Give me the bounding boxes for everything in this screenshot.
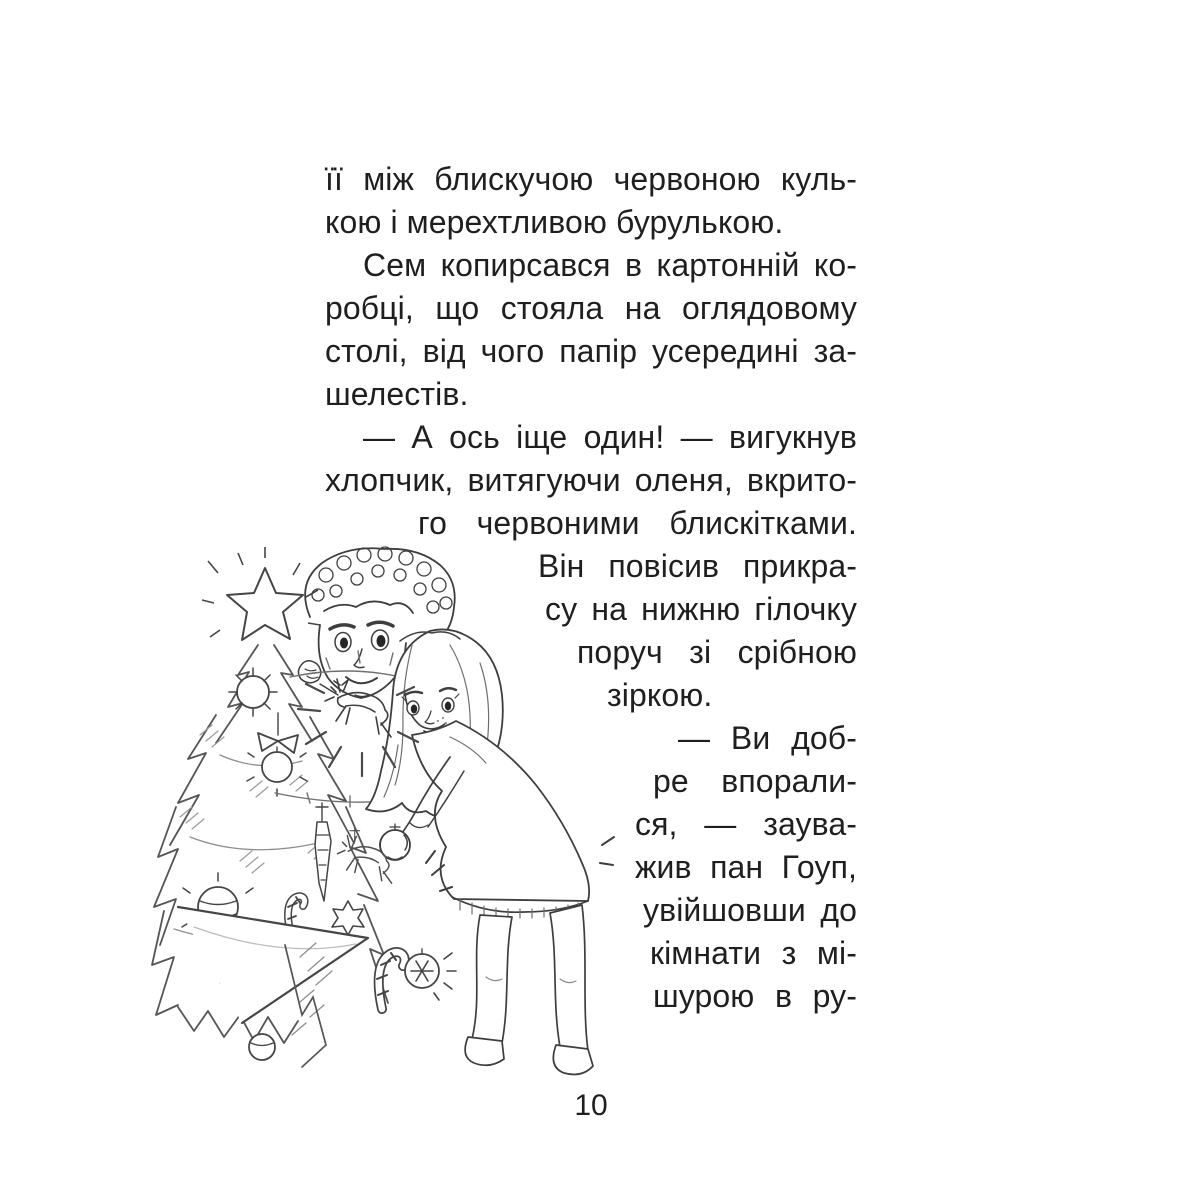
text-line: шелестів. (325, 376, 469, 412)
text-line: кою і мерехтливою бурулькою. (325, 204, 784, 240)
text-line: її між блискучою червоною куль- (325, 161, 857, 197)
six-point-star-ornament-icon (332, 901, 364, 935)
text-line: ре впорали- (653, 763, 857, 799)
girl-back-shoe (553, 1045, 593, 1074)
small-bauble-icon (249, 1034, 275, 1060)
text-line: су на нижню гілочку (545, 591, 857, 627)
boy-hair-outline (305, 548, 455, 641)
text-line: — А ось іще один! — вигукнув (363, 419, 857, 455)
text-line: столі, від чого папір усередині за- (325, 333, 857, 369)
text-line: поруч зі срібною (577, 634, 857, 670)
text-line: робці, що стояла на оглядовому (325, 290, 857, 326)
bow-bauble-icon (247, 713, 307, 796)
text-line: го червоними блискітками. (418, 505, 857, 541)
text-line: зіркою. (607, 677, 713, 713)
icicle-ornament-icon (315, 803, 331, 901)
text-line: жив пан Гоуп, (635, 849, 857, 885)
text-line: — Ви доб- (678, 720, 857, 756)
girl-figure (366, 629, 614, 1074)
text-line: увійшовши до (643, 892, 857, 928)
snowflake-bauble-icon (405, 949, 456, 1000)
girl-back-leg (550, 905, 588, 1051)
boy-hairline (324, 601, 413, 613)
star-topper-icon (202, 547, 320, 640)
large-candy-cane-icon (377, 952, 405, 1009)
boy-hand (298, 661, 320, 683)
text-line: шурою в ру- (653, 978, 857, 1014)
page-number: 10 (574, 1089, 608, 1122)
boy-right-eyebrow (368, 622, 393, 626)
girl-front-leg (472, 915, 512, 1043)
text-line: ся, — заува- (635, 806, 857, 842)
text-line: Сем копирсався в картонній ко- (363, 247, 857, 283)
girl-cuff (410, 823, 428, 828)
text-line: кімнати з мі- (650, 935, 857, 971)
boy-left-eyebrow (330, 625, 354, 629)
boy-smile (346, 677, 377, 683)
text-line: Він повісив прикра- (538, 548, 857, 584)
text-line: хлопчик, витягуючи оленя, вкрито- (325, 462, 857, 498)
girl-front-shoe (465, 1037, 504, 1065)
sun-bauble-icon (229, 668, 277, 716)
reindeer-shape (325, 679, 391, 737)
